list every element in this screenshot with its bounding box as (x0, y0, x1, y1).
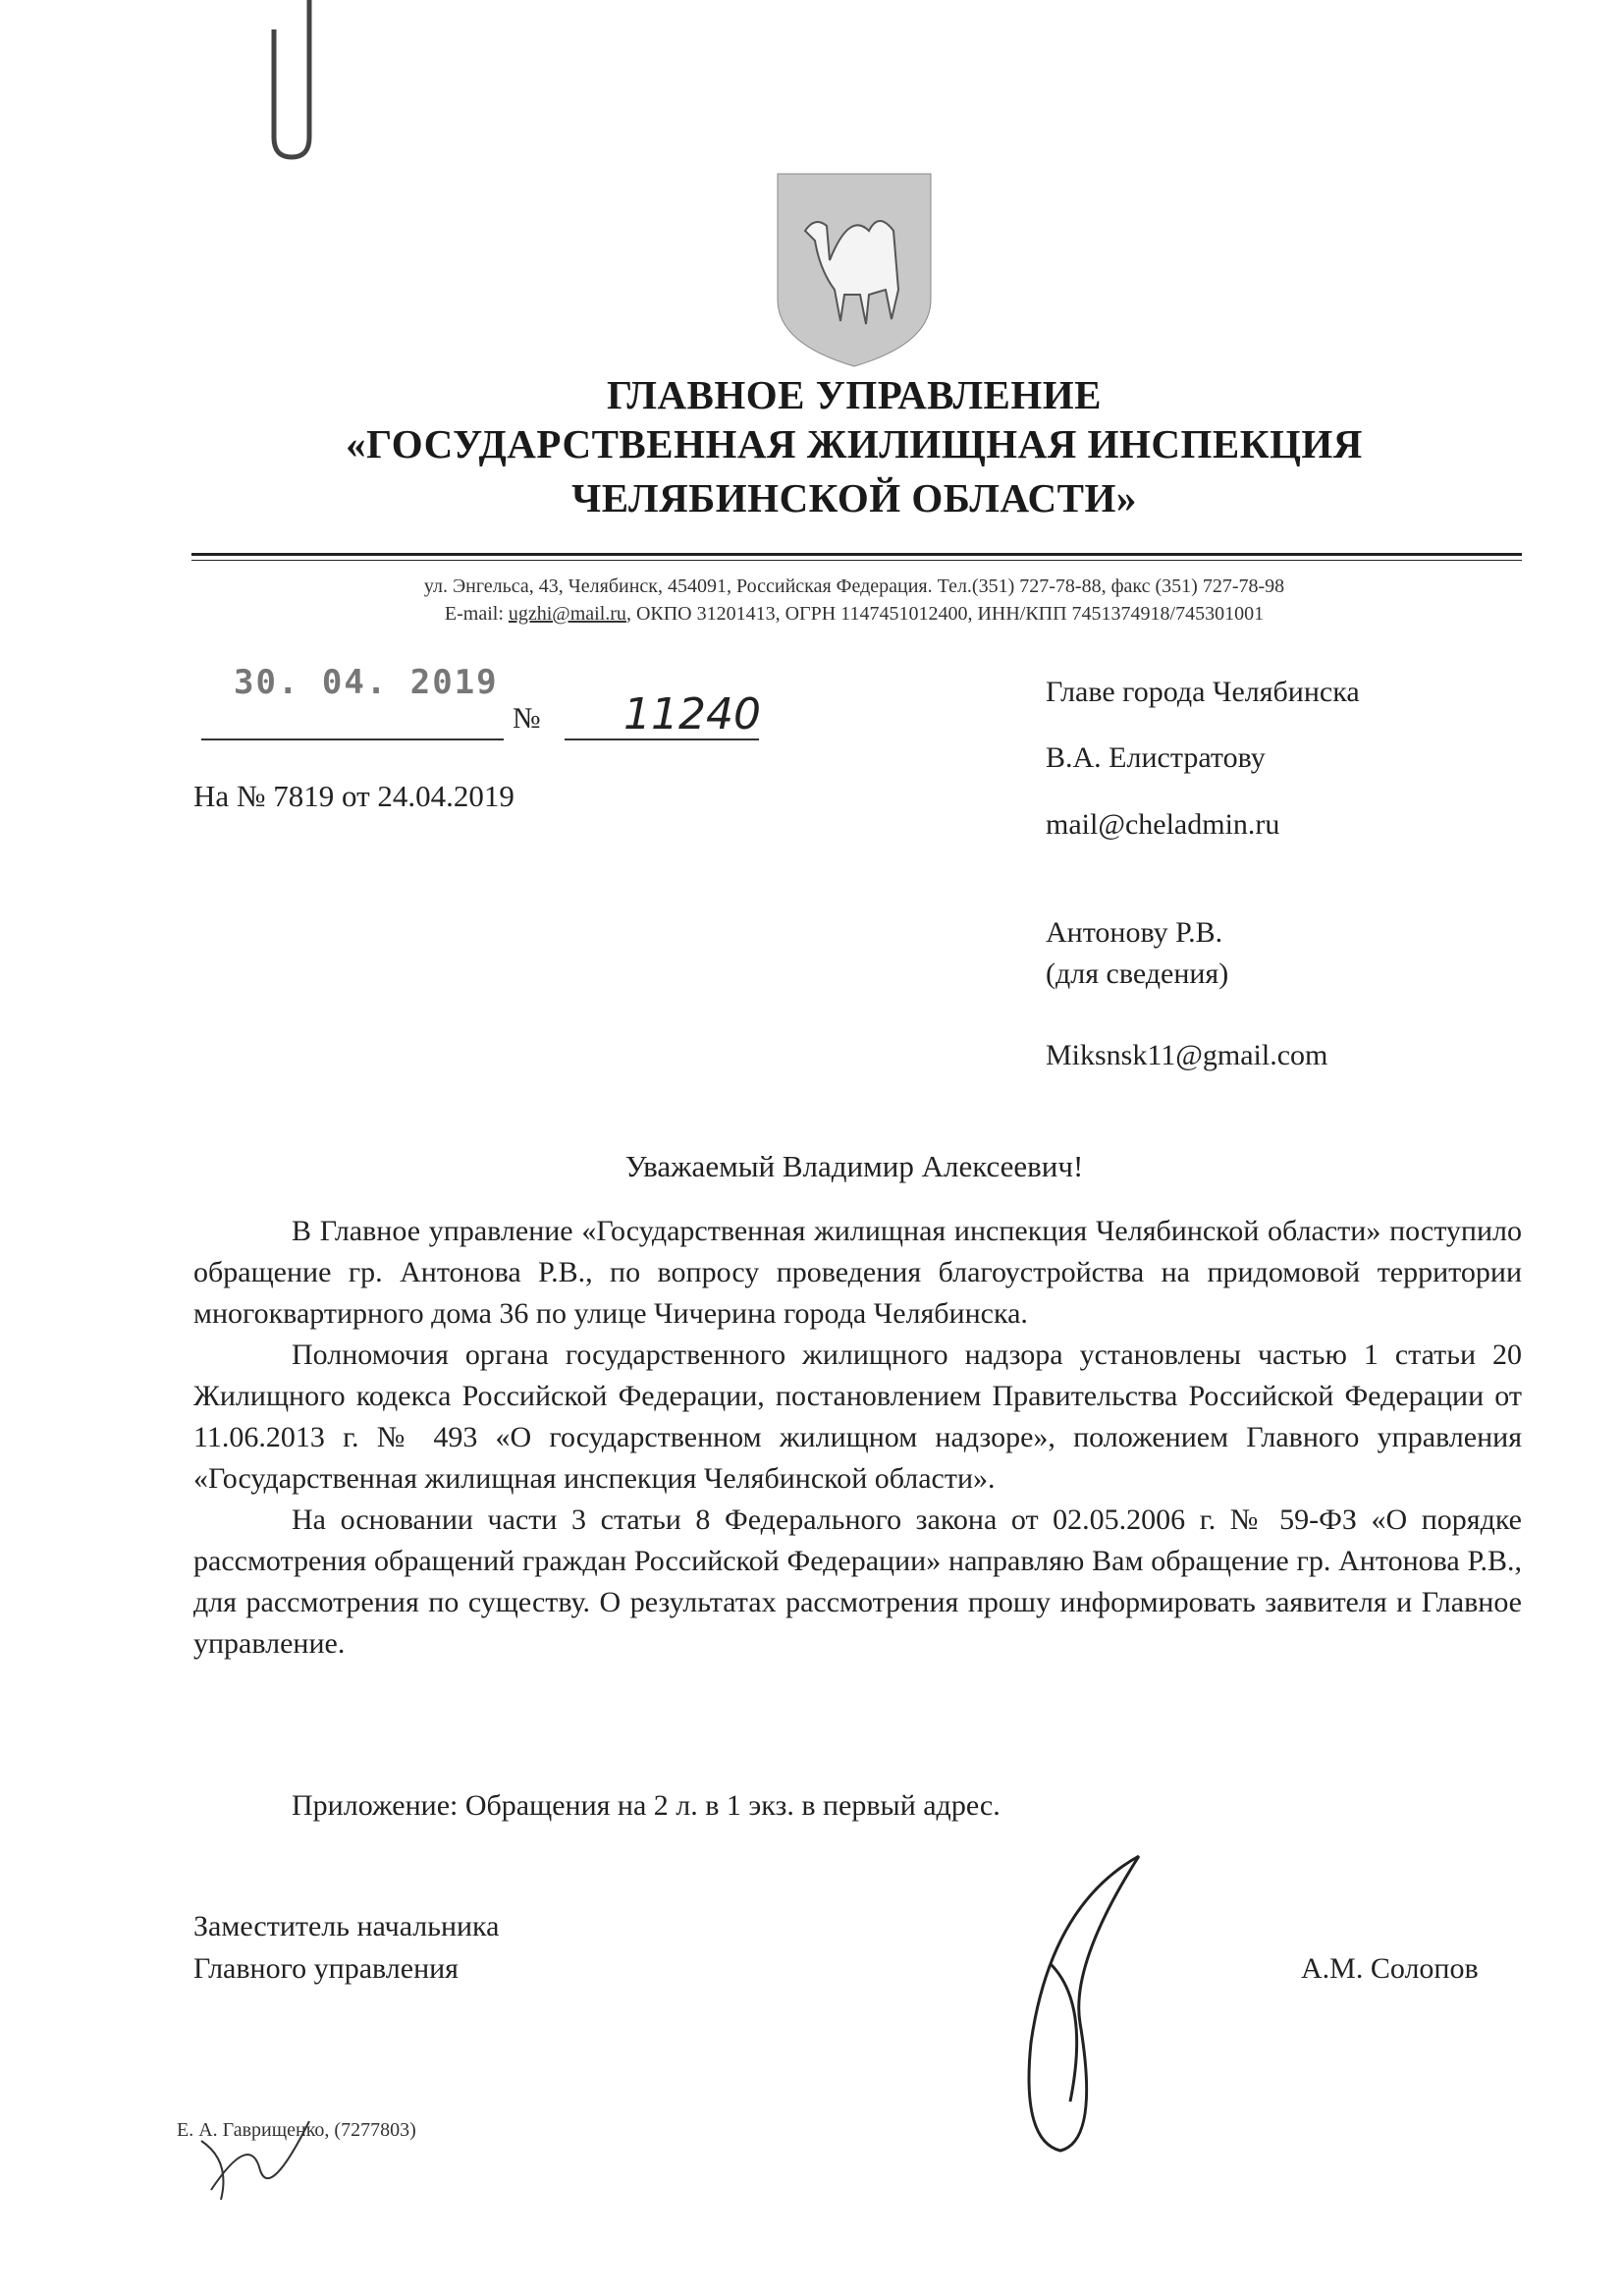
paperclip-icon (260, 0, 329, 167)
signer-position-2: Главного управления (193, 1952, 459, 1985)
letter-body (193, 1211, 1522, 1665)
greeting: Уважаемый Владимир Алексеевич! (624, 1149, 1084, 1183)
email-link[interactable]: ugzhi@mail.ru (508, 603, 626, 625)
attachment-note (193, 1785, 1522, 1827)
coat-of-arms-emblem (776, 172, 933, 368)
signer-position-1: Заместитель начальника (193, 1910, 500, 1942)
addressee-name: В.А. Елистратову (1046, 741, 1266, 774)
cc-note: (для сведения) (1046, 957, 1229, 990)
org-codes: , ОКПО 31201413, ОГРН 1147451012400, ИНН/КПП 7451374918/745301001 (625, 603, 1265, 625)
header-divider-thin (191, 560, 1522, 561)
signer-name: А.М. Солопов (1301, 1952, 1479, 1985)
reply-reference: На № 7819 от 24.04.2019 (193, 779, 514, 813)
addressee-email: mail@cheladmin.ru (1046, 808, 1280, 841)
executor-info: Е. А. Гаврищенко, (7277803) (177, 2119, 416, 2141)
handwritten-signature (992, 1846, 1188, 2170)
number-sign: № (513, 702, 541, 735)
attachment-text: Приложение: Обращения на 2 л. в 1 экз. в первый адрес. (292, 1789, 1001, 1822)
date-line (201, 738, 504, 740)
header-divider (191, 553, 1522, 556)
date-stamp: 30. 04. 2019 (234, 663, 499, 702)
outgoing-number: 11240 (623, 689, 761, 739)
contacts-line (0, 603, 1623, 626)
email-label: E-mail: (444, 603, 509, 625)
cc-email: Miksnsk11@gmail.com (1046, 1039, 1328, 1071)
paragraph: На основании части 3 статьи 8 Федерального закона от 02.05.2006 г. № 59-ФЗ «О порядке рассмотрения обращений граждан Российской Федерации» направляю Вам обращение гр. Антонова Р.В., для рассмотрения по существу. О результатах рассмотрения прошу информировать заявителя и Главное управление. (193, 1503, 1522, 1660)
org-title-line-2: «ГОСУДАРСТВЕННАЯ ЖИЛИЩНАЯ ИНСПЕКЦИЯ (346, 421, 1363, 466)
paragraph: В Главное управление «Государственная жилищная инспекция Челябинской области» поступило обращение гр. Антонова Р.В., по вопросу проведения благоустройства на придомовой территории многоквартирного дома 36 по улице Чичерина города Челябинска. (193, 1215, 1522, 1330)
org-title-line-3: ЧЕЛЯБИНСКОЙ ОБЛАСТИ» (571, 475, 1137, 520)
org-title-line-1: ГЛАВНОЕ УПРАВЛЕНИЕ (607, 372, 1102, 417)
cc-name: Антонову Р.В. (1046, 916, 1223, 949)
executor-initials-mark (191, 2111, 319, 2210)
address-line: ул. Энгельса, 43, Челябинск, 454091, Российская Федерация. Тел.(351) 727-78-88, факс (351) 727-78-98 (423, 575, 1285, 597)
paragraph: Полномочия органа государственного жилищного надзора установлены частью 1 статьи 20 Жилищного кодекса Российской Федерации, постановлением Правительства Российской Федерации от 11.06.2013 г. № 493 «О государственном жилищном надзоре», положением Главного управления «Государственная жилищная инспекция Челябинской области». (193, 1339, 1522, 1495)
addressee-title: Главе города Челябинска (1046, 676, 1360, 708)
